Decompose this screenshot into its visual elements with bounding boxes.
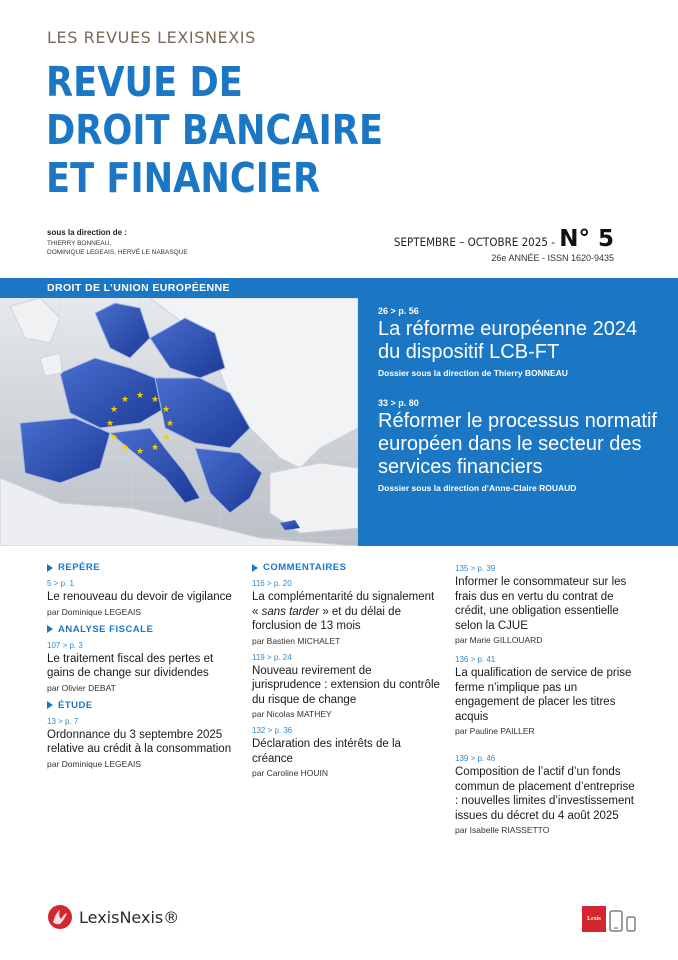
section-heading-analyse-fiscale [47,624,237,635]
svg-text:★: ★ [120,443,130,453]
lexis-badge-icon: Lexis [582,906,606,932]
title-part: » et du délai de forclusion de 13 mois [252,605,401,632]
article-ref: 132 > p. 36 [252,726,293,735]
article-author: par Olivier DEBAT [47,682,116,693]
article-ref: 119 > p. 24 [252,652,292,662]
article-title [252,590,442,634]
article-title: La qualification de service de prise ferme n’implique pas un engagement de placer les titres acquis [455,667,632,723]
article-ref: 116 > p. 20 [252,579,292,588]
svg-text:★: ★ [109,405,119,415]
toc-article[interactable] [455,655,635,736]
triangle-icon [47,564,53,572]
article-author: par Dominique LEGEAIS [47,606,142,617]
issue-date: SEPTEMBRE – OCTOBRE 2025 - [394,235,556,249]
toc-article[interactable] [455,564,635,645]
toc-article[interactable] [252,579,442,646]
logo-text: LexisNexis® [79,907,180,927]
article-author: par Bastien MICHALET [252,635,341,646]
toc-column-2 [252,562,442,785]
section-heading-repere [47,562,237,573]
feature-title: La réforme européenne 2024 du dispositif LCB-FT [378,318,638,363]
title-part: La complémentarité du signalement « [252,591,435,618]
svg-text:★: ★ [120,395,130,405]
triangle-icon [47,625,53,633]
toc-article[interactable] [47,641,237,693]
format-icons [582,906,636,932]
toc-article[interactable] [47,717,237,769]
direction-name-line: DOMINIQUE LEGEAIS, HERVÉ LE NABASQUE [47,249,188,256]
article-ref: 136 > p. 41 [455,655,496,664]
section-heading-text: REPÈRE [58,562,101,573]
article-author: par Isabelle RIASSETTO [455,825,550,835]
svg-text:★: ★ [150,395,160,405]
year-issn: 26e ANNÉE - ISSN 1620-9435 [491,253,614,263]
svg-text:★: ★ [135,447,145,457]
section-heading-text: ÉTUDE [58,699,93,711]
lexisnexis-logo[interactable] [47,904,179,930]
toc-article[interactable] [47,579,237,617]
triangle-icon [47,701,53,709]
article-author: par Pauline PAILLER [455,726,535,736]
article-author: par Nicolas MATHEY [252,709,332,719]
svg-text:★: ★ [150,443,160,453]
toc-article[interactable] [455,754,635,835]
toc-article[interactable] [252,726,442,778]
article-ref: 135 > p. 39 [455,564,496,573]
band-label: DROIT DE L’UNION EUROPÉENNE [0,278,358,298]
series-name: LES REVUES LEXISNEXIS [47,28,256,47]
article-ref: 139 > p. 46 [455,754,496,763]
article-title: Déclaration des intérêts de la créance [252,738,401,765]
phone-icon [626,916,636,932]
feature-title: Réformer le processus normatif européen dans le secteur des services financiers [378,410,657,478]
europe-map-image [0,298,358,546]
feature-article[interactable] [378,398,658,493]
issue-number: N° 5 [559,226,614,252]
section-heading-text: ANALYSE FISCALE [58,623,154,635]
title-line: ET FINANCIER [46,154,321,202]
article-author: par Caroline HOUIN [252,768,329,778]
title-line: DROIT BANCAIRE [46,106,384,154]
article-title: Le traitement fiscal des pertes et gains de change sur dividendes [47,652,214,679]
direction-name-line: THIERRY BONNEAU, [47,240,112,247]
svg-text:★: ★ [165,419,175,429]
article-title: Ordonnance du 3 septembre 2025 relative au crédit à la consommation [47,728,232,755]
title-emphasis: sans tarder [261,605,320,618]
feature-dossier: Dossier sous la direction d’Anne-Claire ROUAUD [378,483,577,493]
svg-text:★: ★ [161,405,171,415]
article-title: Le renouveau du devoir de vigilance [47,591,232,603]
article-author: par Dominique LEGEAIS [47,758,142,769]
feature-ref: 33 > p. 80 [378,398,419,408]
article-ref: 13 > p. 7 [47,716,79,726]
toc-column-1 [47,562,237,776]
article-ref: 5 > p. 1 [47,579,74,588]
band-pointer [358,315,368,335]
section-heading-commentaires [252,562,442,573]
svg-text:★: ★ [161,433,171,443]
title-line: REVUE DE [46,58,243,106]
editorial-direction [47,228,188,257]
feature-article[interactable] [378,306,658,378]
article-title: Nouveau revirement de jurisprudence : extension du contrôle du risque de change [252,664,440,706]
toc-article[interactable] [252,653,442,720]
article-ref: 107 > p. 3 [47,640,83,650]
feature-dossier: Dossier sous la direction de Thierry BONNEAU [378,368,568,378]
tablet-icon [609,910,623,932]
section-heading-etude [47,700,237,711]
direction-names [47,239,188,257]
triangle-icon [252,564,258,572]
feature-ref: 26 > p. 56 [378,306,419,316]
lexisnexis-emblem-icon [47,904,73,930]
svg-text:★: ★ [135,391,145,401]
article-title: Composition de l’actif d’un fonds commun de placement d’entreprise : nouvelles limites d’investissement issues du décret du 4 août 2025 [455,766,635,822]
journal-title [46,58,383,202]
europe-map-svg [0,298,358,546]
svg-text:★: ★ [105,419,115,429]
direction-label: sous la direction de : [47,228,128,237]
article-title: Informer le consommateur sur les frais dus en vertu du contrat de crédit, une obligation essentielle selon la CJUE [455,576,627,632]
issue-info [376,226,614,252]
toc-column-3 [455,564,635,842]
article-author: par Marie GILLOUARD [455,635,543,645]
svg-text:★: ★ [109,433,119,443]
section-heading-text: COMMENTAIRES [263,562,347,573]
